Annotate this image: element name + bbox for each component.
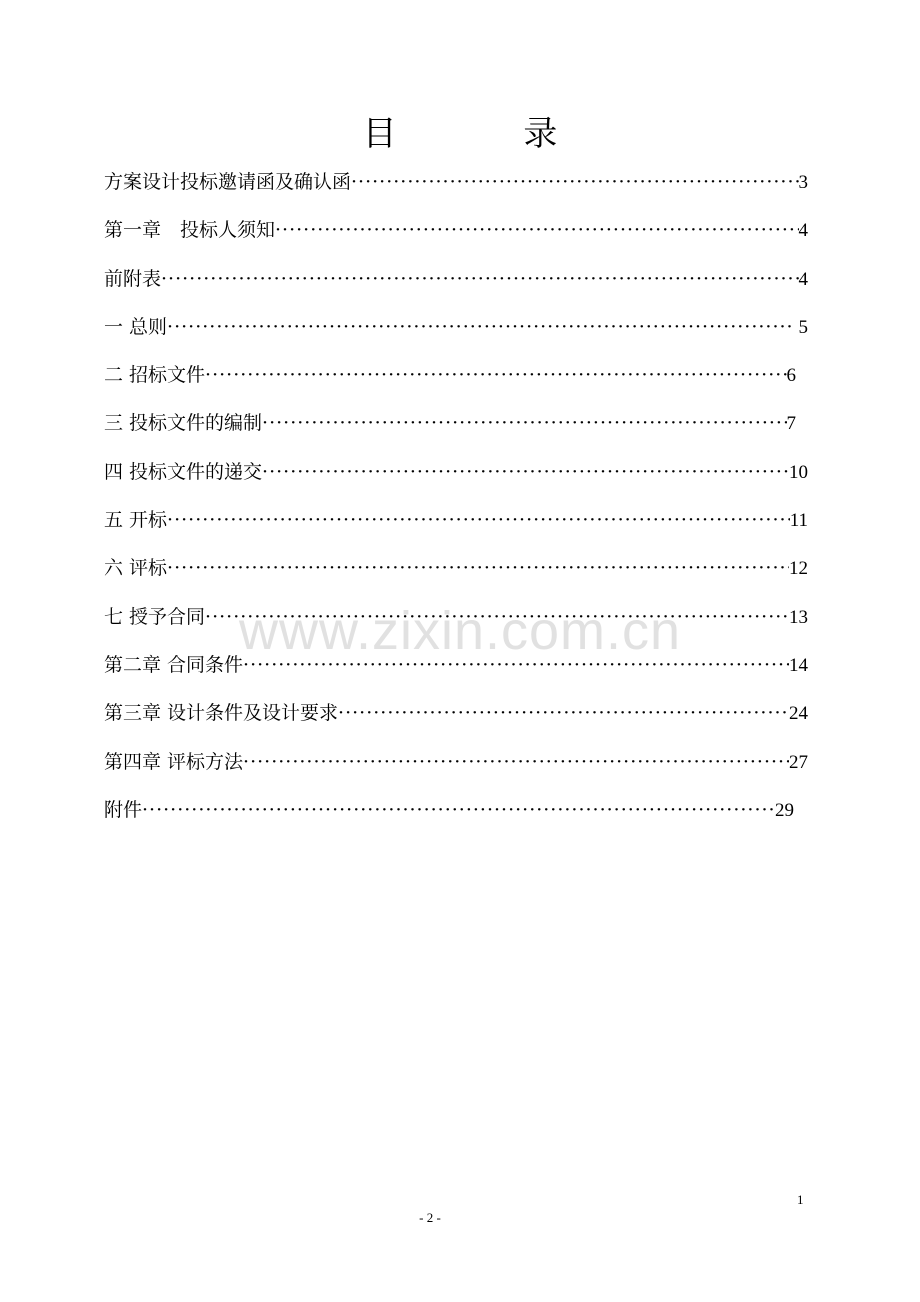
toc-entry[interactable] <box>104 651 808 699</box>
toc-entry-page: 5 <box>793 316 808 338</box>
toc-entry-page: 6 <box>786 365 796 387</box>
toc-entry[interactable] <box>104 168 808 216</box>
table-of-contents <box>104 168 808 844</box>
toc-entry-label: 第二章 合同条件 <box>104 653 244 676</box>
toc-leader-dots <box>167 313 794 341</box>
toc-entry[interactable] <box>104 313 808 361</box>
toc-entry-label: 前附表 <box>104 267 162 290</box>
toc-entry-label: 方案设计投标邀请函及确认函 <box>104 171 352 193</box>
toc-leader-dots <box>338 699 789 727</box>
toc-entry-page: 4 <box>798 268 808 290</box>
toc-entry-page: 10 <box>789 461 808 483</box>
toc-entry-label: 二 招标文件 <box>104 364 206 387</box>
toc-leader-dots <box>275 216 798 244</box>
toc-entry[interactable] <box>104 361 808 409</box>
toc-leader-dots <box>262 409 786 437</box>
toc-entry[interactable] <box>104 216 808 264</box>
page-title: 目 录 <box>362 114 616 154</box>
toc-leader-dots <box>351 168 798 196</box>
corner-number: 1 <box>797 1192 804 1207</box>
toc-entry-label: 五 开标 <box>104 509 168 532</box>
toc-leader-dots <box>262 458 789 486</box>
toc-entry[interactable] <box>104 796 808 844</box>
toc-entry-page: 14 <box>789 654 808 676</box>
toc-leader-dots <box>243 651 789 679</box>
toc-entry-label: 一 总则 <box>104 315 168 338</box>
footer-page-number: - 2 - <box>419 1210 441 1225</box>
toc-leader-dots <box>142 796 775 824</box>
toc-leader-dots <box>205 361 786 389</box>
toc-entry-label: 第三章 设计条件及设计要求 <box>104 702 339 725</box>
toc-entry-page: 7 <box>786 413 796 435</box>
toc-entry[interactable] <box>104 265 808 313</box>
toc-entry-label: 七 授予合同 <box>104 605 206 628</box>
toc-entry-page: 24 <box>789 703 808 725</box>
toc-entry[interactable] <box>104 699 808 747</box>
toc-leader-dots <box>243 748 789 776</box>
toc-entry-label: 三 投标文件的编制 <box>104 412 263 435</box>
toc-entry-page: 27 <box>789 751 808 773</box>
toc-leader-dots <box>205 603 789 631</box>
toc-entry-page: 12 <box>789 558 808 580</box>
toc-entry-page: 4 <box>798 220 808 242</box>
toc-leader-dots <box>161 265 798 293</box>
toc-entry-page: 11 <box>789 510 808 532</box>
toc-entry-label: 六 评标 <box>104 557 168 580</box>
toc-entry-page: 13 <box>789 606 808 628</box>
toc-entry[interactable] <box>104 506 808 554</box>
toc-leader-dots <box>167 554 789 582</box>
toc-entry[interactable] <box>104 458 808 506</box>
toc-entry-label: 第四章 评标方法 <box>104 750 244 773</box>
toc-entry-label: 四 投标文件的递交 <box>104 460 263 483</box>
toc-leader-dots <box>167 506 790 534</box>
toc-entry[interactable] <box>104 748 808 796</box>
watermark: www.zixin.com.cn <box>238 601 682 661</box>
toc-entry-page: 3 <box>798 172 808 193</box>
toc-entry-page: 29 <box>775 799 794 821</box>
toc-entry[interactable] <box>104 554 808 602</box>
toc-entry[interactable] <box>104 603 808 651</box>
toc-entry[interactable] <box>104 409 808 457</box>
toc-entry-label: 第一章 投标人须知 <box>104 219 276 242</box>
toc-entry-label: 附件 <box>104 798 143 821</box>
